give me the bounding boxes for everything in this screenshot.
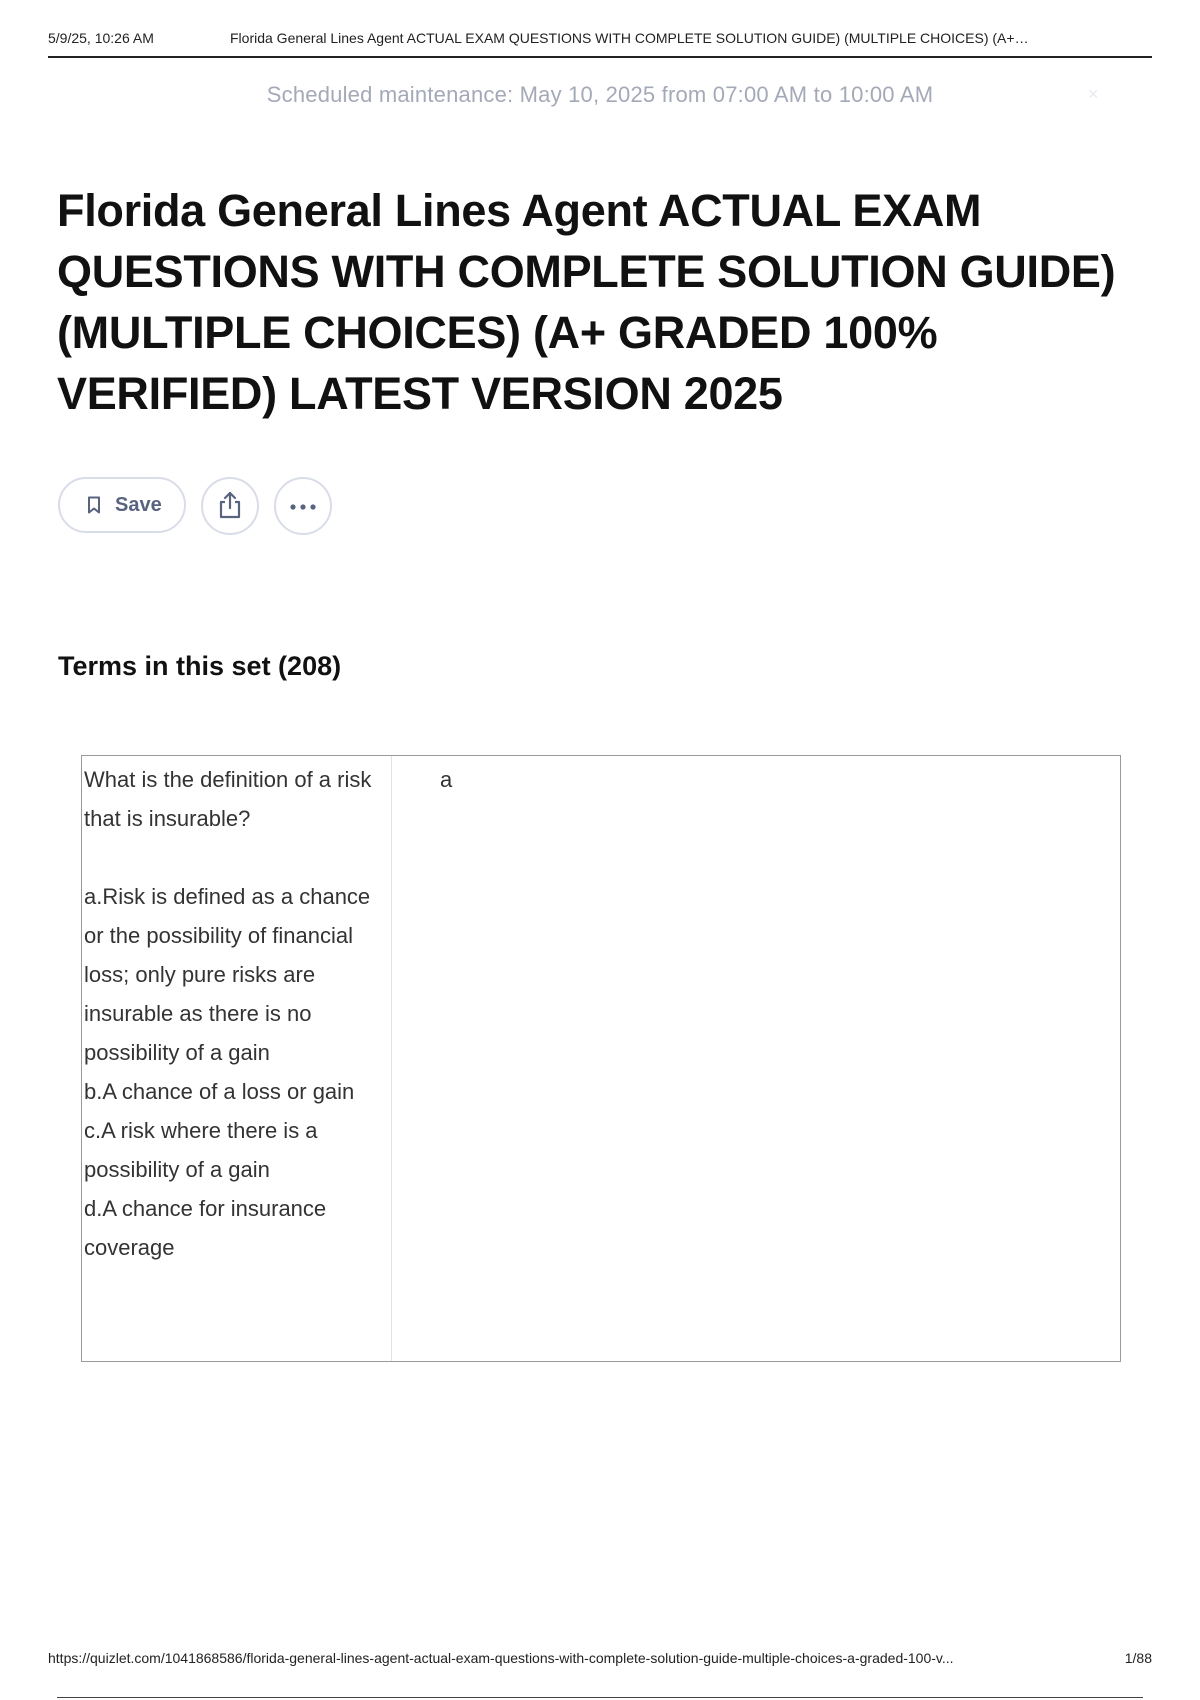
print-document-title: Florida General Lines Agent ACTUAL EXAM QUESTIONS WITH COMPLETE SOLUTION GUIDE) (MULTIPLE CHOICES) (A+… bbox=[230, 30, 1029, 46]
share-icon bbox=[217, 491, 243, 522]
page-title: Florida General Lines Agent ACTUAL EXAM QUESTIONS WITH COMPLETE SOLUTION GUIDE) (MULTIPLE CHOICES) (A+ GRADED 100% VERIFIED) LATEST VERSION 2025 bbox=[57, 185, 1116, 419]
term-spacer bbox=[84, 838, 381, 877]
maintenance-banner-text: Scheduled maintenance: May 10, 2025 from 07:00 AM to 10:00 AM bbox=[266, 82, 934, 107]
more-horizontal-icon bbox=[289, 499, 317, 514]
terms-heading: Terms in this set (208) bbox=[58, 651, 342, 681]
close-icon[interactable]: × bbox=[1088, 84, 1099, 104]
term-cell[interactable] bbox=[82, 756, 392, 1361]
print-date: 5/9/25, 10:26 AM bbox=[48, 30, 154, 46]
save-button-label: Save bbox=[115, 493, 162, 516]
terms-table bbox=[81, 755, 1121, 1362]
save-button[interactable] bbox=[58, 477, 186, 533]
more-options-button[interactable] bbox=[274, 477, 332, 535]
term-option-a: a.Risk is defined as a chance or the possibility of financial loss; only pure risks are insurable as there is no possibility of a gain bbox=[84, 884, 371, 1065]
print-url: https://quizlet.com/1041868586/florida-general-lines-agent-actual-exam-questions-with-complete-solution-guide-multiple-choices-a-graded-100-v... bbox=[48, 1650, 954, 1666]
bookmark-icon bbox=[87, 496, 101, 514]
term-option-d: d.A chance for insurance coverage bbox=[84, 1196, 327, 1260]
print-header bbox=[48, 30, 1152, 58]
term-question: What is the definition of a risk that is insurable? bbox=[84, 767, 372, 831]
term-option-b: b.A chance of a loss or gain bbox=[84, 1079, 355, 1104]
share-button[interactable] bbox=[201, 477, 259, 535]
footer-divider bbox=[57, 1697, 1143, 1698]
page-number: 1/88 bbox=[1124, 1650, 1152, 1666]
term-option-c: c.A risk where there is a possibility of a gain bbox=[84, 1118, 318, 1182]
definition-cell[interactable]: a bbox=[440, 767, 453, 792]
